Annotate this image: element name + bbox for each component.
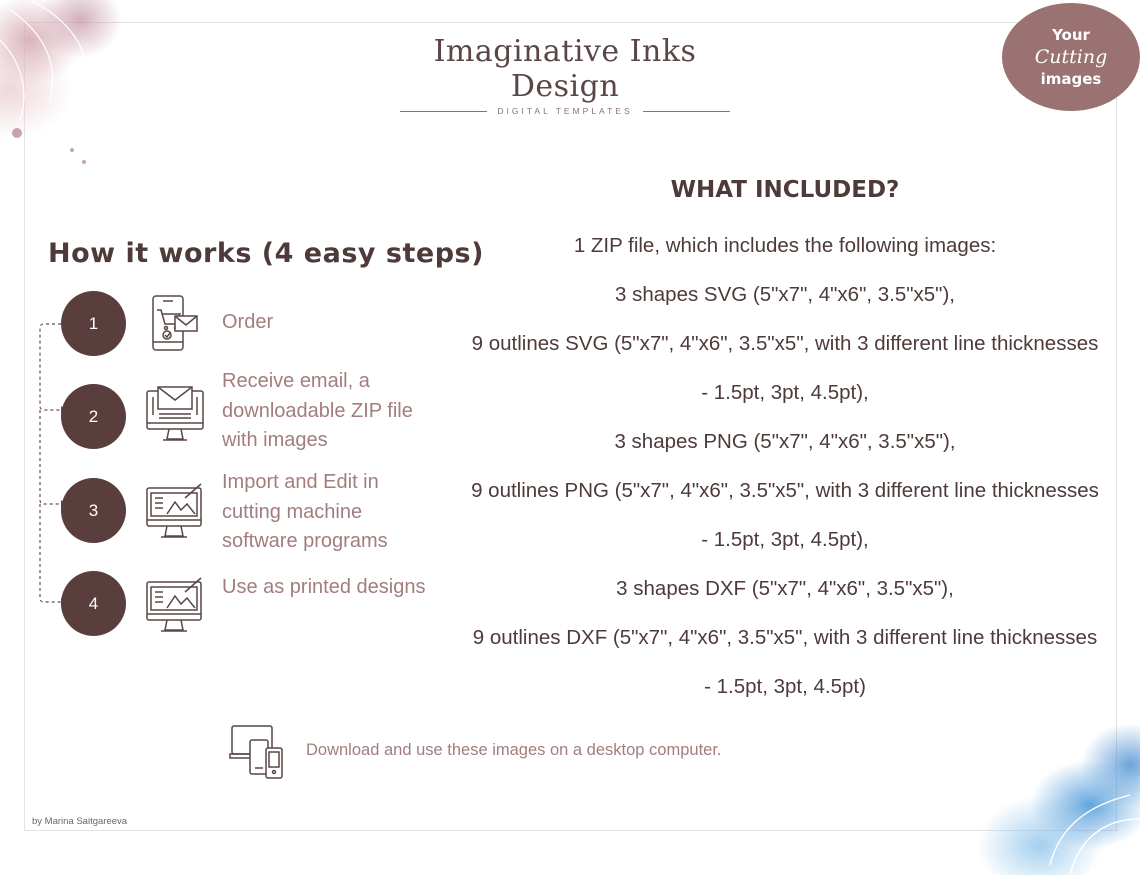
decorative-dot (70, 148, 74, 152)
included-line: 3 shapes SVG (5"x7", 4"x6", 3.5"x5"), (615, 283, 955, 306)
step-text: Order (222, 311, 274, 333)
how-it-works-title: How it works (4 easy steps) (48, 238, 484, 269)
included-line: 9 outlines DXF (5"x7", 4"x6", 3.5"x5", with 3 different line thicknesses (472, 626, 1098, 649)
included-line: 3 shapes PNG (5"x7", 4"x6", 3.5"x5"), (614, 430, 956, 453)
step-text: Receive email, a downloadable ZIP file with images (222, 370, 413, 451)
step-number-circle: 4 (61, 571, 126, 636)
design-editing-computer-icon (145, 482, 205, 542)
included-line: - 1.5pt, 3pt, 4.5pt), (701, 528, 869, 551)
step-number-circle: 1 (61, 291, 126, 356)
step-number-circle: 3 (61, 478, 126, 543)
cutting-images-badge (1002, 3, 1140, 111)
decorative-dot (12, 128, 22, 138)
step-text: Use as printed designs (222, 576, 426, 598)
shopping-cart-phone-icon (145, 294, 205, 354)
watercolor-decoration-top-left (0, 0, 130, 140)
brand-name: Imaginative Inks Design (433, 34, 697, 104)
included-line: 1 ZIP file, which includes the following images: (573, 234, 997, 257)
included-line: 3 shapes DXF (5"x7", 4"x6", 3.5"x5"), (616, 577, 954, 600)
divider (643, 111, 730, 112)
email-computer-icon (145, 385, 205, 445)
design-editing-computer-icon (145, 576, 205, 636)
divider (400, 111, 487, 112)
devices-icon (228, 722, 290, 782)
what-included-title: WHAT INCLUDED? (670, 177, 900, 203)
step-connectors (30, 310, 70, 610)
included-line: 9 outlines PNG (5"x7", 4"x6", 3.5"x5", with 3 different line thicknesses (471, 479, 1099, 502)
brand-logo (400, 34, 730, 116)
download-note: Download and use these images on a desktop computer. (306, 741, 722, 759)
badge-line: images (1040, 70, 1102, 88)
included-line: 9 outlines SVG (5"x7", 4"x6", 3.5"x5", with 3 different line thicknesses (471, 332, 1099, 355)
badge-line: Your (1052, 26, 1090, 44)
badge-line: Cutting (1034, 46, 1108, 68)
watercolor-decoration-bottom-right (970, 725, 1140, 875)
step-number-circle: 2 (61, 384, 126, 449)
included-line: - 1.5pt, 3pt, 4.5pt) (704, 675, 866, 698)
step-text: Import and Edit in cutting machine software programs (222, 471, 388, 552)
included-line: - 1.5pt, 3pt, 4.5pt), (701, 381, 869, 404)
decorative-dot (82, 160, 86, 164)
author-credit: by Marina Saitgareeva (32, 816, 128, 827)
brand-subtitle: DIGITAL TEMPLATES (497, 106, 633, 116)
